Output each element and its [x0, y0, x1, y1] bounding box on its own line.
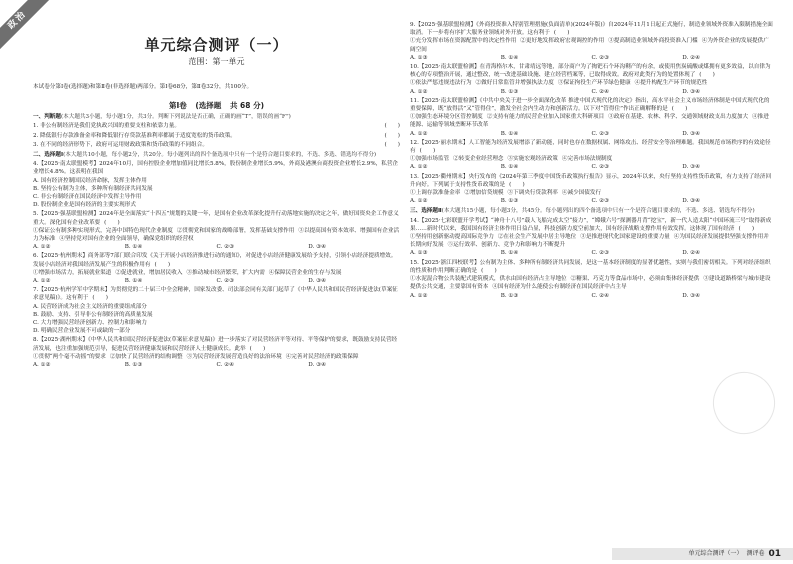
title-block — [33, 0, 400, 67]
statement-item: ①加强市场监管 — [410, 156, 450, 163]
option-item: A. 国有经济控制国民经济命脉，发挥主体作用 — [33, 177, 147, 184]
question-text: 9.【2025·强基联盟检测】《外商投资准入特别管理措施(负面清单)(2024年版)》自2024年11月1日起正式施行，制造业领域外资准入限制措施全面取消。下一步将有序扩大服务业领域对外开放。这有利于 — [410, 22, 773, 37]
statement-item: ②支持有能力的民营企业加入国家重大科研项目 — [486, 114, 605, 121]
statement-item: ④国有经济为什么能使公有制经济在国民经济中占主导 — [492, 284, 627, 291]
question-text: 6.【2025·杭州期末】商务部等7部门联合印发《关于开展小店经济推进行动的通知》，对促进小店经济健康发展给予支持，引领小店经济提质增效。发展小店经济对我国经济发展产生的积极作用有 — [33, 253, 397, 268]
option-item: B. ①③ — [124, 362, 143, 369]
statement-item: ①水泥混合物公共装配式建筑模式，供水由国有经济占主导地位 — [410, 276, 567, 283]
footer-sub: 测评卷 — [746, 549, 765, 557]
option-list — [410, 292, 773, 300]
statement-item: ③以提高国有资本效率、增强国有企业活力为标准 — [33, 227, 400, 243]
option-item: B. ①③ — [500, 292, 519, 299]
statement-item: ④减少国债发行 — [561, 190, 602, 197]
option-item: A. ①② — [33, 362, 51, 369]
option-item: D. ③④ — [682, 164, 701, 171]
statement-item: ②更好地发挥政府宏观调控的作用 — [520, 38, 605, 45]
statement-item: ④提升构配生产环节的规范性 — [634, 80, 708, 87]
statement-list — [410, 37, 773, 53]
answer-blank: ( ) — [104, 219, 120, 226]
part-score: 共 68 分) — [229, 101, 265, 111]
exam-intro: 本试卷分第Ⅰ卷(选择题)和第Ⅱ卷(非选择题)两部分。第Ⅰ卷68分，第Ⅱ卷32分，共100分。 — [33, 84, 253, 90]
statement-list — [33, 269, 400, 277]
page-subtitle: 范围：第一单元 — [188, 57, 245, 66]
statement-list — [33, 227, 400, 243]
question — [410, 173, 773, 206]
question-text: 7.【2025·杭州学军中学期末】为贯彻党的二十届三中全会精神，国家发改委、司法部会同有关部门起草了《中华人民共和国民营经济促进法(草案征求意见稿)》。这有利于 — [33, 287, 398, 302]
option-item: D. ②④ — [682, 54, 701, 61]
watermark-stamp — [704, 363, 783, 442]
statement-item: ④为国民经济发展提供坚强支撑作用并长期向好发展 — [410, 234, 769, 249]
statement-item: ②促进就业，增加居民收入 — [115, 269, 183, 276]
question-stem — [410, 21, 773, 37]
footer-bar — [612, 548, 793, 560]
answer-blank: ( ) — [553, 30, 570, 37]
statement-list — [410, 155, 773, 163]
option-item: C. ②③ — [591, 250, 610, 257]
option-item: A. ①② — [410, 292, 428, 299]
question-stem — [33, 336, 400, 352]
question-text: 8.【2025·湖州期末】《中华人民共和国民营经济促进法(草案征求意见稿)》进一步落实了对民营经济平等对待、平等保护的要求，既鼓励支持民营经济发展，也注重加强规范引导，促进民营经济健康发展和民营经济人士健康成长。此举 — [33, 337, 398, 352]
option-item: D. ③④ — [682, 88, 701, 95]
question-stem — [410, 173, 773, 189]
option-item: B. ①④ — [500, 250, 519, 257]
section-judge — [33, 113, 400, 121]
question — [410, 217, 773, 258]
left-column — [33, 0, 400, 369]
statement-item: ③建设道路桥梁与城市建设提供公共交通，主要靠国有资本 — [410, 276, 771, 291]
statement-item: ④为外资企业的发展提供广阔空间 — [410, 38, 769, 53]
statement-item: ②在社会生产发展中居主导地位 — [497, 234, 577, 241]
question — [410, 139, 773, 172]
question — [33, 160, 400, 209]
statement-item: ①加强生态环境分区管控制度 — [410, 114, 483, 121]
option-item: C. ②④ — [591, 292, 610, 299]
subject-tab-label: 政治 — [0, 0, 52, 54]
question-stem — [33, 252, 400, 268]
answer-blank: ( ) — [738, 225, 755, 232]
option-item: C. ②③ — [591, 164, 610, 171]
option-item: B. ①④ — [500, 54, 519, 61]
option-list — [33, 303, 400, 336]
question-text: 12.【2025·丽水期末】人工智能为经济发展增添了新动能，同时也存在数据权属、网络攻击、经营安全等治理难题。我国规范市场秩序的有效途径有 — [410, 139, 771, 155]
option-list — [33, 277, 400, 285]
question-stem — [33, 286, 400, 302]
option-item: A. ①② — [410, 198, 428, 205]
question — [410, 259, 773, 300]
option-list — [410, 197, 773, 205]
answer-blank: ( ) — [384, 132, 400, 139]
statement-item: ④保障民营企业的生存与发展 — [268, 269, 342, 276]
statement-item: ④推进能源、运输等领域垄断环节改革 — [410, 114, 769, 129]
answer-blank: ( ) — [671, 106, 688, 113]
judge-question — [33, 141, 400, 149]
option-item: C. ②③ — [216, 244, 235, 251]
section-title: 一、判断题 — [33, 114, 61, 121]
statement-list — [410, 233, 773, 249]
option-item: A. ①② — [410, 130, 428, 137]
question-text: 13.【2025·衢州期末】央行发布的《2024年第三季度中国货币政策执行报告》显示，2024年以来，央行坚持支持性货币政策，有力支持了经济回升向好。下列属于支持性货币政策的是 — [410, 173, 772, 188]
option-list — [410, 130, 773, 138]
statement-list — [410, 189, 773, 197]
statement-item: ①保证公有制多种实现形式，完善中国特色现代企业制度 — [33, 227, 173, 234]
statement-item: ③推动城市经济繁荣，扩大内需 — [186, 269, 265, 276]
statement-item: ③为民营经济发展营造良好的法治环境 — [186, 353, 282, 360]
statement-item: ③政府在基建、农林、科学、交通领域财政支出力度加大 — [608, 114, 749, 121]
question-text: 5.【2025·强基联盟检测】2024年是全面落实“十四五”规划的关键一年，是国有企业改革深化提升行动落地实施的决定之年，做好国资央企工作意义重大。深化国有企业改革要 — [33, 211, 399, 226]
option-list — [410, 163, 773, 171]
statement-item: ①贯彻“两个毫不动摇”的要求 — [33, 353, 106, 360]
statement-item: ③是推进现代化国家建设的重要力量 — [580, 234, 670, 241]
statement-item: ④完善对民营经济的政策保障 — [285, 353, 359, 360]
statement-item: ①充分发挥市场在资源配置中的决定性作用 — [410, 38, 517, 45]
option-item: C. ②③ — [591, 198, 610, 205]
question — [33, 336, 400, 369]
statement-list — [410, 79, 773, 87]
question — [33, 252, 400, 285]
statement-list — [410, 113, 773, 129]
option-item: C. ②③ — [216, 278, 235, 285]
statement-item: ①坚持用创新驱动提高国际竞争力 — [410, 234, 494, 241]
part-name: 第Ⅰ卷 — [168, 101, 187, 111]
statement-item: ②增加信贷规模 — [464, 190, 504, 197]
statement-item: ④完善市场法规制度 — [561, 156, 613, 163]
judge-question — [33, 122, 400, 130]
option-item: C. ②④ — [591, 88, 610, 95]
answer-blank: ( ) — [384, 141, 400, 148]
option-item: D. ③④ — [682, 292, 701, 299]
option-list — [33, 177, 400, 210]
option-item: B. 鼓励、支持、引导非公有制经济的高质量发展 — [33, 311, 153, 318]
question-stem: 3. 在不同的经济形势下，政府可运用财政政策和货币政策的不同组合。 — [33, 141, 208, 148]
answer-blank: ( ) — [249, 345, 266, 352]
option-list — [410, 88, 773, 96]
answer-blank: ( ) — [419, 148, 436, 155]
answer-blank: ( ) — [154, 261, 171, 268]
question-text: 11.【2025·南太联盟检测】《中共中央关于进一步全面深化改革 推进中国式现代化的决定》指出，高水平社会主义市场经济体制是中国式现代化的重要保障，既“放得活”又“管得住”，激发全社会内生动力和创新活力。以下对“管得住”作出正确解释的是 — [410, 97, 770, 113]
statement-item: ②贯彻党和国家的战略部署，发挥基础支撑作用 — [176, 227, 295, 234]
option-item: D. 股份制企业是国有经济的主要实现形式 — [33, 202, 136, 209]
question-stem — [33, 210, 400, 226]
statement-item: ③实施宏观经济政策 — [507, 156, 558, 163]
question-stem — [410, 97, 773, 113]
option-item: C. ②④ — [216, 362, 235, 369]
option-item: D. ③④ — [682, 198, 701, 205]
option-item: A. ①② — [410, 164, 428, 171]
option-item: C. 大力增强民营经济创新力、控制力和影响力 — [33, 320, 147, 327]
option-item: C. 非公有制经济在国民经济中发挥主导作用 — [33, 194, 142, 201]
statement-list — [410, 275, 773, 291]
answer-blank: ( ) — [509, 181, 525, 188]
question-text: 14.【2025·七彩联盟开学考试】“神舟十八号”载人飞船完成太空“接力”，“嫦娥六号”探测器月背“挖宝”，新一代人造太阳“中国环流三号”取得新成果……新时代以来，我国国有经济主体作用日益凸显，科技创新力度空前加大，国有经济战略支撑作用有效发挥。这体现了国有经济 — [410, 217, 772, 232]
answer-blank: ( ) — [384, 123, 400, 130]
page-title: 单元综合测评（一） — [144, 36, 289, 54]
statement-item: ③保证拘役生产环节绿色健康 — [557, 80, 631, 87]
statement-item: ①上调存款准备金率 — [410, 190, 461, 197]
option-item: A. ①② — [410, 88, 428, 95]
question-text: 4.【2025·南太联盟模考】2024年10月，国有控股企业增加值同比增长5.8%，股份制企业增长5.9%，外商及港澳台商投资企业增长2.9%，私营企业增长4.8%。这表明在我国 — [33, 161, 399, 176]
statement-item: ①增强市场活力，拓展就业渠道 — [33, 269, 112, 276]
question — [410, 63, 773, 96]
statement-item: ⑤运行效率、创新力、竞争力和影响力不断提升 — [447, 242, 566, 249]
option-item: C. ②③ — [591, 130, 610, 137]
option-item: B. ①④ — [500, 164, 519, 171]
answer-blank: ( ) — [92, 295, 108, 302]
section-choice-1 — [33, 151, 400, 159]
section-note: (本大题共15小题，每小题3分，共45分。每小题列出的四个备选项中只有一个是符合题目要求的，不选、多选、错选均不得分) — [441, 208, 755, 215]
option-list — [33, 361, 400, 369]
question — [410, 21, 773, 62]
question-stem: 2. 降低银行存款准备金率和降低银行存贷款基准利率都属于适度宽松的货币政策。 — [33, 132, 236, 139]
answer-blank: ( ) — [481, 267, 497, 274]
section-choice-2 — [410, 207, 773, 215]
statement-item: ①依法严惩违规违法行为 — [410, 80, 472, 87]
question-stem — [410, 63, 773, 79]
statement-item: ②转变企业经营理念 — [453, 156, 504, 163]
question-stem — [33, 160, 400, 176]
question — [33, 286, 400, 335]
option-item: A. ①② — [33, 278, 51, 285]
footer-label: 单元综合测评（一） — [688, 549, 743, 557]
option-item: B. ①④ — [124, 244, 143, 251]
option-item: A. ①③ — [410, 250, 428, 257]
page-footer — [0, 550, 793, 564]
section-title: 二、选择题Ⅰ — [33, 152, 64, 159]
question-stem — [410, 217, 773, 233]
option-list — [410, 249, 773, 257]
statement-list — [33, 353, 400, 361]
question-text: 10.【2025·南太联盟检测】在青海格尔木，甘肃靖远等地，部分商户为了掏钯石个环沟剩产的有余，或使用焦炭硫酸或煤拥有更多效益，以自律为核心的专项整治开展，通过整改，统一改进基础设施、建立经营档案等，已取得成效。政府对此类行为的处置体现了 — [410, 64, 771, 79]
part-type: (选择题 — [195, 101, 222, 111]
right-column — [410, 0, 773, 300]
statement-item: ②加快了民营经济的结构调整 — [109, 353, 183, 360]
option-item: B. ①④ — [124, 278, 143, 285]
option-item: B. ①③ — [500, 198, 519, 205]
section-title: 三、选择题Ⅱ — [410, 208, 442, 215]
statement-item: ③提高制造业领域外商投资准入门槛 — [608, 38, 698, 45]
statement-item: ③下调央行贷款利率 — [507, 190, 558, 197]
question-stem — [410, 259, 773, 275]
statement-item: ④坚持党对国有企业的全面领导，确保党组织的经营权 — [59, 236, 194, 243]
option-item: B. 坚持公有制为主体，多种所有制经济共同发展 — [33, 185, 153, 192]
part-title — [33, 101, 400, 111]
judge-question — [33, 132, 400, 140]
option-item: B. ①③ — [500, 88, 519, 95]
question — [33, 210, 400, 251]
question — [410, 97, 773, 138]
option-list — [33, 243, 400, 251]
page-number: 01 — [768, 548, 781, 559]
option-list — [410, 54, 773, 62]
statement-item: ②糖果、巧克力等食品市场中，必须由集体经济提供 — [570, 276, 700, 283]
option-item: D. ③④ — [308, 362, 327, 369]
option-item: D. ③④ — [308, 244, 327, 251]
section-note: (本大题共10小题，每小题2分，共20分。每小题列出的四个备选项中只有一个是符合题目要求的，不选、多选、错选均不得分) — [63, 152, 377, 159]
option-item: D. 明确民营企业发展不可或缺的一部分 — [33, 328, 131, 335]
statement-item: ②做好日常监管并增强执法力度 — [475, 80, 554, 87]
question-stem: 1. 非公有制经济是我们党执政兴国的重要支柱和依靠力量。 — [33, 123, 180, 130]
option-item: D. ③④ — [308, 278, 327, 285]
option-item: A. ①② — [33, 244, 51, 251]
option-item: D. ③④ — [682, 130, 701, 137]
question-text: 15.【2025·浙江四校联考】公有制为主体、多种所有制经济共同发展，是这一基本经济制度的显著优越性，实则与我们密切相关。下列对经济组织的性质和作用判断正确的是 — [410, 259, 771, 274]
section-note: (本大题共3小题，每小题1分，共3分。判断下列说法是否正确，正确的画“T”，错误的画“F”) — [60, 114, 291, 121]
option-item: B. ①④ — [500, 130, 519, 137]
option-item: D. ②④ — [682, 250, 701, 257]
option-item: C. ②③ — [591, 54, 610, 61]
option-item: A. 民营经济成为社会主义经济的重要组成部分 — [33, 303, 147, 310]
question-stem — [410, 139, 773, 155]
answer-blank: ( ) — [699, 72, 715, 79]
option-item: A. ①③ — [410, 54, 428, 61]
